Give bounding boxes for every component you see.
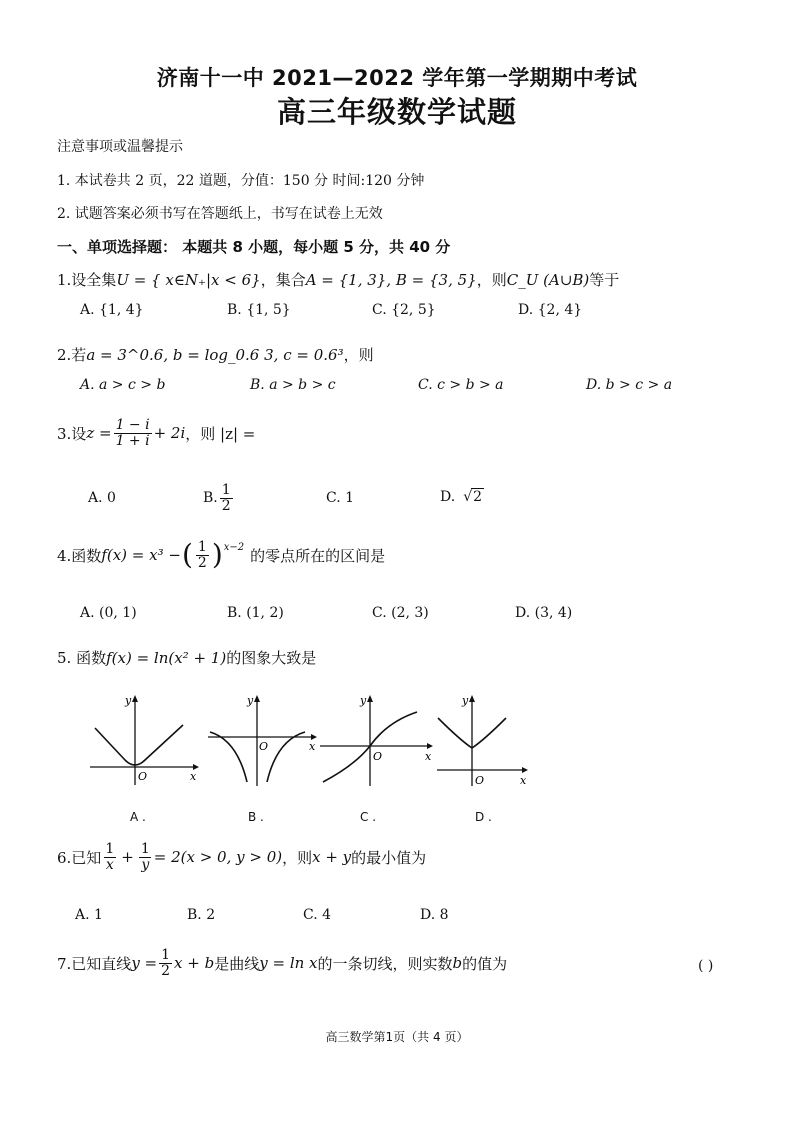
- graph-d-label: D .: [475, 810, 492, 824]
- q3-option-b-num: 1: [221, 482, 231, 498]
- q7-var: b: [452, 954, 463, 973]
- graph-b-curve-left: [210, 732, 247, 782]
- q4-exponent: x−2: [223, 542, 245, 553]
- q3-option-b: [203, 483, 235, 513]
- question-7: [57, 948, 507, 978]
- q1-set-u: U = { x∈N₊|x < 6}: [116, 270, 261, 289]
- question-2: [57, 344, 374, 365]
- q7-curve: y = ln x: [259, 954, 318, 973]
- q4-fraction: [196, 540, 209, 570]
- arrow-up-icon: [254, 695, 260, 702]
- graph-c: [315, 690, 435, 790]
- q4-lhs: f(x) = x³ −: [101, 546, 181, 565]
- q4-option-c: C. (2, 3): [372, 605, 429, 621]
- notice-item-1: 1. 本试卷共 2 页，22 道题，分值：150 分 时间:120 分钟: [57, 173, 425, 189]
- q7-mid: 是曲线: [214, 954, 260, 973]
- q4-denominator: 2: [197, 554, 207, 571]
- q4-end: 的零点所在的区间是: [250, 546, 386, 565]
- graph-b-label: B .: [248, 810, 264, 824]
- q1-option-b: B. {1, 5}: [227, 302, 291, 318]
- q2-option-b: B. a > b > c: [250, 377, 336, 393]
- q3-option-d: [440, 488, 484, 505]
- graph-d-origin: O: [475, 774, 485, 787]
- graph-a-curve: [95, 725, 183, 765]
- q4-prefix: 4.函数: [57, 546, 102, 565]
- q1-option-d: D. {2, 4}: [518, 302, 583, 318]
- graph-b: [205, 690, 320, 790]
- q7-end: 的一条切线，则实数: [317, 954, 453, 973]
- q1-option-c: C. {2, 5}: [372, 302, 436, 318]
- q3-denominator: 1 + i: [115, 432, 150, 449]
- q6-option-b: B. 2: [187, 907, 216, 923]
- question-4: [57, 540, 385, 570]
- graph-a-x-label: x: [190, 770, 197, 783]
- q6-option-a: A. 1: [75, 907, 103, 923]
- notice-heading: 注意事项或温馨提示: [57, 139, 183, 155]
- section-heading: 一、单项选择题： 本题共 8 小题，每小题 5 分，共 40 分: [57, 238, 451, 256]
- q4-numerator: 1: [197, 539, 207, 555]
- q7-prefix: 7.已知直线: [57, 954, 132, 973]
- q1-tail: ，则: [476, 271, 507, 289]
- q6-end-2: 的最小值为: [351, 848, 427, 867]
- question-5: [57, 647, 316, 668]
- q6-option-d: D. 8: [420, 907, 449, 923]
- q2-option-c: C. c > b > a: [418, 377, 504, 393]
- q6-rest: = 2(x > 0, y > 0): [153, 848, 283, 867]
- q6-expr: x + y: [312, 848, 352, 867]
- graph-a-origin: O: [138, 770, 148, 783]
- q6-den-1: x: [105, 856, 114, 873]
- q3-option-d-radicand: 2: [473, 489, 483, 505]
- q2-option-a: A. a > c > b: [80, 377, 166, 393]
- q3-prefix: 3.设: [57, 424, 87, 443]
- q6-den-2: y: [141, 856, 150, 873]
- arrow-up-icon: [367, 695, 373, 702]
- q6-num-2: 1: [140, 841, 150, 857]
- question-6: [57, 842, 426, 872]
- q3-option-c: C. 1: [326, 490, 355, 506]
- q3-option-b-den: 2: [221, 497, 231, 514]
- left-paren-icon: (: [181, 538, 193, 572]
- q6-plus: +: [121, 848, 134, 867]
- q6-num-1: 1: [105, 841, 115, 857]
- q4-option-a: A. (0, 1): [80, 605, 137, 621]
- q5-prefix: 5. 函数: [57, 649, 107, 667]
- q5-expr: f(x) = ln(x² + 1): [106, 648, 227, 667]
- arrow-up-icon: [469, 695, 475, 702]
- page-footer: 高三数学第1页（共 4 页）: [325, 1030, 469, 1044]
- graph-c-x-label: x: [425, 750, 432, 763]
- graph-c-origin: O: [373, 750, 383, 763]
- q1-set-ab: A = {1, 3}, B = {3, 5}: [305, 270, 477, 289]
- arrow-right-icon: [522, 767, 528, 773]
- graph-b-y-label: y: [247, 694, 254, 707]
- q1-end: 等于: [589, 271, 620, 289]
- q3-numerator: 1 − i: [115, 417, 150, 433]
- q6-fraction-1: [103, 842, 116, 872]
- graph-a: [85, 690, 200, 790]
- q4-option-d: D. (3, 4): [515, 605, 573, 621]
- q3-option-a: A. 0: [88, 490, 116, 506]
- graph-b-curve-right: [267, 732, 305, 782]
- graph-c-y-label: y: [360, 694, 367, 707]
- q1-prefix: 1.设全集: [57, 271, 117, 289]
- q2-expr: a = 3^0.6, b = log_0.6 3, c = 0.6³: [86, 345, 344, 364]
- q7-end-2: 的值为: [462, 954, 508, 973]
- exam-subtitle: 高三年级数学试题: [276, 95, 517, 129]
- q3-fraction: [114, 418, 152, 448]
- graph-c-label: C .: [360, 810, 377, 824]
- sqrt-icon: [463, 488, 484, 505]
- graph-a-label: A .: [130, 810, 146, 824]
- q4-option-b: B. (1, 2): [227, 605, 284, 621]
- q1-expr: C_U (A∪B): [506, 270, 590, 289]
- q3-option-b-fraction: [220, 483, 233, 513]
- q7-denominator: 2: [161, 962, 171, 979]
- q6-prefix: 6.已知: [57, 848, 102, 867]
- q3-option-b-prefix: B.: [203, 490, 218, 507]
- q6-fraction-2: [139, 842, 152, 872]
- q7-answer-blank: ( ): [698, 958, 714, 974]
- q1-option-a: A. {1, 4}: [80, 302, 144, 318]
- q3-rest: + 2i: [153, 424, 186, 443]
- q7-lhs: y =: [131, 954, 158, 973]
- radical-sign: √: [463, 489, 473, 505]
- q6-option-c: C. 4: [303, 907, 332, 923]
- q3-lhs: z =: [86, 424, 112, 443]
- q2-end: ，则: [343, 346, 374, 364]
- q5-end: 的图象大致是: [226, 649, 317, 667]
- graph-d: [432, 690, 532, 790]
- question-3: [57, 418, 255, 448]
- q2-option-d: D. b > c > a: [586, 377, 673, 393]
- exam-title: 济南十一中 2021—2022 学年第一学期期中考试: [156, 66, 638, 90]
- q2-prefix: 2.若: [57, 346, 87, 364]
- arrow-up-icon: [132, 695, 138, 702]
- right-paren-icon: ): [211, 538, 223, 572]
- graph-d-y-label: y: [462, 694, 469, 707]
- graph-b-x-label: x: [309, 740, 316, 753]
- graph-b-origin: O: [259, 740, 269, 753]
- notice-item-2: 2. 试题答案必须书写在答题纸上，书写在试卷上无效: [57, 206, 383, 222]
- q6-end: ，则: [282, 848, 313, 867]
- q7-numerator: 1: [161, 947, 171, 963]
- graph-d-x-label: x: [520, 774, 527, 787]
- q1-mid: ，集合: [260, 271, 306, 289]
- q7-rest: x + b: [174, 954, 215, 973]
- question-1: [57, 269, 619, 290]
- q3-end: ，则 |z| =: [185, 424, 256, 443]
- q3-option-d-prefix: D.: [440, 488, 456, 505]
- graph-a-y-label: y: [125, 694, 132, 707]
- q7-fraction: [159, 948, 172, 978]
